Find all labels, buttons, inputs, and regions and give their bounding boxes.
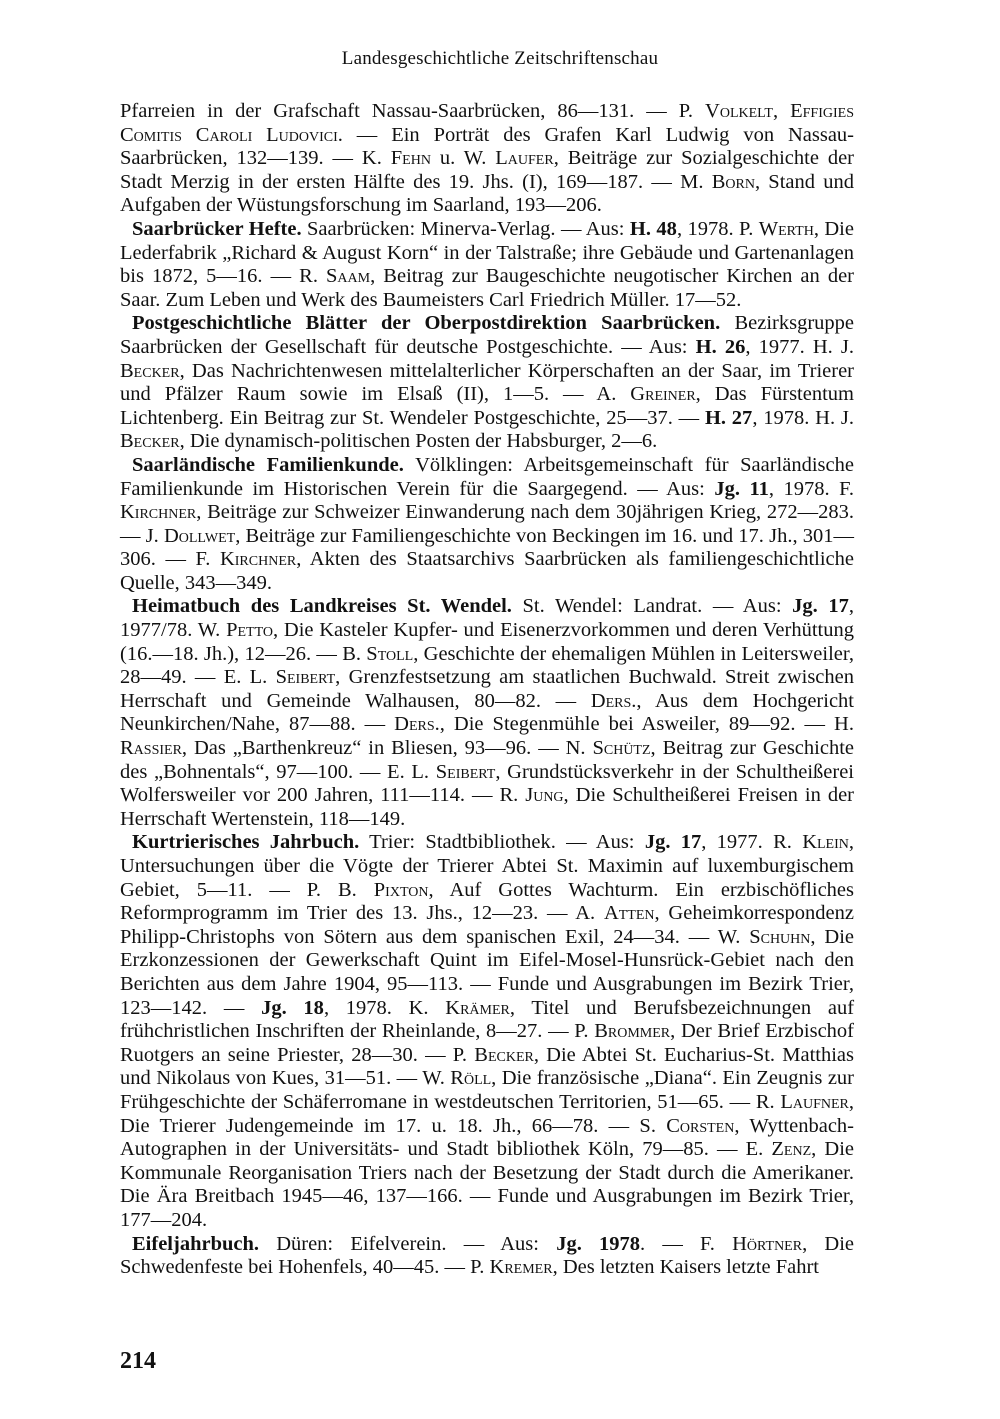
author-name: Stoll xyxy=(366,642,414,665)
author-name: Laufner xyxy=(780,1090,849,1113)
journal-title: Postgeschichtliche Blätter der Oberpostdirektion Saarbrücken. xyxy=(132,312,721,335)
entry-text: . — F. xyxy=(640,1232,733,1255)
author-name: Saam xyxy=(326,265,371,288)
author-name: Werth xyxy=(758,217,814,240)
entry-text: Trier: Stadtbibliothek. — Aus: xyxy=(359,831,645,854)
journal-title: Jg. 1978 xyxy=(556,1232,641,1255)
entry-text: , 1977. H. J. xyxy=(745,335,854,358)
entry-text: , Aus dem Hochgericht Neunkirchen/Nahe, 87—88. — xyxy=(120,689,854,736)
entry-text: , Die Lederfabrik „Richard & August Korn“ in der Talstraße; ihre Gebäude und Gartenanlagen bis 1872, 5—16. — R. xyxy=(120,217,854,288)
entry-text: , Beiträge zur Schweizer Einwanderung nach dem 30jährigen Krieg, 272—283. — J. xyxy=(120,501,854,547)
journal-title: Kurtrierisches Jahrbuch. xyxy=(132,831,360,854)
author-name: Corsten xyxy=(666,1114,735,1137)
entry-text: , Die Kommunale Reorganisation Triers nach der Besetzung der Stadt durch die Amerikaner. Die Ära Breitbach 1945—46, 137—166. — Funde und Ausgrabungen im Bezirk Trier, 177—204. xyxy=(120,1138,854,1231)
entry-text: , Das Nachrichtenwesen mittelalterlicher Körperschaften an der Saar, im Trierer und Pfälzer Raum sowie im Elsaß (II), 1—5. — A. xyxy=(120,359,854,406)
journal-title: Jg. 18 xyxy=(261,996,324,1019)
entry-text: u. W. xyxy=(430,147,496,170)
author-name: Volkelt xyxy=(705,100,773,122)
entry-text: , Beiträge zur Sozialgeschichte der Stadt Merzig in der ersten Hälfte des 19. Jhs. (I), 169—187. — M. xyxy=(120,147,854,193)
entry-text: , Geheimkorrespondenz Philipp-Christophs von Sötern aus dem spanischen Exil, 24—34. — W. xyxy=(120,902,854,948)
entry-text: , Beitrag zur Geschichte des „Bohnentals“, 97—100. — E. L. xyxy=(120,737,854,783)
author-name: Greiner xyxy=(630,383,696,406)
entry-text: , Die französische „Diana“. Ein Zeugnis zur Frühgeschichte der Schäferromane in westdeutschen Territorien, 51—65. — R. xyxy=(120,1067,855,1113)
journal-title: H. 26 xyxy=(695,335,746,358)
author-name: Born xyxy=(711,170,755,193)
entry-text: , Geschichte der ehemaligen Mühlen in Leitersweiler, 28—49. — E. L. xyxy=(120,642,855,689)
author-name: Schuhn xyxy=(749,925,811,948)
entry-text: , 1977. R. xyxy=(701,831,803,854)
author-name: Petto xyxy=(226,619,273,642)
author-name: Becker xyxy=(120,359,180,382)
entry-text: , Die Kasteler Kupfer- und Eisenerzvorkommen und deren Verhüttung (16.—18. Jh.), 12—26. — B. xyxy=(120,619,854,665)
author-name: Kirchner xyxy=(120,501,197,524)
entry-text: , 1977/78. W. xyxy=(120,595,854,642)
entry-text: , Stand und Aufgaben der Wüstungsforschung im Saarland, 193—206. xyxy=(120,170,854,217)
author-name: Kirchner xyxy=(219,548,297,571)
journal-title: H. 27 xyxy=(704,406,753,429)
bibliography-entry xyxy=(120,1233,854,1280)
entry-text: , Das „Barthenkreuz“ in Bliesen, 93—96. — N. xyxy=(181,737,593,760)
bibliography-entry xyxy=(120,100,854,218)
entry-text: , Beitrag zur Baugeschichte neugotischer Kirchen an der Saar. Zum Leben und Werk des Baumeisters Carl Friedrich Müller. 17—52. xyxy=(120,265,854,311)
bibliography-entry xyxy=(120,595,854,831)
bibliography-entry xyxy=(120,312,854,454)
author-name: Schütz xyxy=(592,737,651,760)
journal-title: H. 48 xyxy=(629,217,677,240)
journal-title: Saarbrücker Hefte. xyxy=(132,217,302,240)
author-name: Effigies Comitis Caroli Ludovici xyxy=(120,100,854,146)
entry-text: St. Wendel: Landrat. — Aus: xyxy=(511,595,793,618)
entry-text: , Untersuchungen über die Vögte der Trierer Abtei St. Maximin auf luxemburgischem Gebiet, 5—11. — P. B. xyxy=(120,831,854,901)
entry-text: Völklingen: Arbeitsgemeinschaft für Saarländische Familienkunde im Historischen Verein für die Saargegend. — Aus: xyxy=(120,453,854,500)
author-name: Zenz xyxy=(771,1138,812,1161)
entry-text: , Die Schultheißerei Freisen in der Herrschaft Wertenstein, 118—149. xyxy=(120,784,854,830)
entry-text: , xyxy=(772,100,791,122)
entry-text: , 1978. K. xyxy=(323,996,446,1019)
author-name: Seibert xyxy=(435,760,496,783)
journal-title: Eifeljahrbuch. xyxy=(132,1232,259,1255)
author-name: Rassier xyxy=(120,737,182,760)
entry-text: , Beiträge zur Familiengeschichte von Beckingen im 16. und 17. Jh., 301—306. — F. xyxy=(120,524,854,571)
entry-text: , Die dynamisch-politischen Posten der Habsburger, 2—6. xyxy=(179,430,658,453)
author-name: Pixton xyxy=(373,878,429,901)
author-name: Becker xyxy=(120,430,180,453)
entry-text: , Die Schwedenfeste bei Hohenfels, 40—45. — P. xyxy=(120,1232,854,1279)
entry-text: , Die Erzkonzessionen der Gewerkschaft Quint im Eifel-Mosel-Hunsrück-Gebiet nach den Berichten aus dem Jahre 1904, 95—113. — Funde und Ausgrabungen im Bezirk Trier, 123—142. — xyxy=(120,925,854,1019)
entry-text: , Wyttenbach-Autographen in der Universitäts- und Stadt bibliothek Köln, 79—85. — E. xyxy=(120,1114,854,1161)
entry-text: , Akten des Staatsarchivs Saarbrücken als familiengeschichtliche Quelle, 343—349. xyxy=(120,548,854,594)
author-name: Brommer xyxy=(594,1020,671,1043)
entry-text: , Titel und Berufsbezeichnungen auf frühchristlichen Inschriften der Rheinlande, 8—27. — P. xyxy=(120,996,855,1043)
author-name: Röll xyxy=(450,1067,492,1090)
running-header: Landesgeschichtliche Zeitschriftenschau xyxy=(341,48,659,69)
journal-title: Jg. 17 xyxy=(644,831,702,854)
entry-text: , 1978. P. xyxy=(676,217,759,240)
author-name: Ders. xyxy=(394,713,440,736)
author-name: Laufer xyxy=(495,147,554,170)
entry-text: , 1978. H. J. xyxy=(752,406,854,429)
author-name: Atten xyxy=(603,902,655,925)
entry-text: , 1978. F. xyxy=(768,477,854,500)
journal-title: Jg. 17 xyxy=(792,595,849,618)
journal-title: Saarländische Familienkunde. xyxy=(132,453,404,476)
entry-text: , Die Trierer Judengemeinde im 17. u. 18. Jh., 66—78. — S. xyxy=(120,1090,854,1137)
author-name: Ders. xyxy=(590,689,637,712)
page-number: 214 xyxy=(120,1348,156,1374)
author-name: Krämer xyxy=(445,996,510,1019)
author-name: Becker xyxy=(474,1043,534,1066)
author-name: Dollwet xyxy=(163,524,236,547)
entry-text: , Das Fürstentum Lichtenberg. Ein Beitrag zur St. Wendeler Postgeschichte, 25—37. — xyxy=(120,383,854,429)
journal-title: Jg. 11 xyxy=(714,477,769,500)
author-name: Klein xyxy=(802,831,849,854)
bibliography-body xyxy=(120,100,854,1280)
entry-text: , Auf Gottes Wachturm. Ein erzbischöfliches Reformprogramm im Trier des 13. Jhs., 12—23. — A. xyxy=(120,878,855,925)
entry-text: , Der Brief Erzbischof Ruotgers an seine Priester, 28—30. — P. xyxy=(120,1020,855,1066)
entry-text: , Grundstücksverkehr in der Schultheißerei Wolfersweiler vor 200 Jahren, 111—114. — R. xyxy=(120,760,854,807)
author-name: Seibert xyxy=(275,666,336,689)
entry-text: Bezirksgruppe Saarbrücken der Gesellschaft für deutsche Postgeschichte. — Aus: xyxy=(120,312,854,358)
entry-text: , Grenzfestsetzung am staatlichen Buchwald. Streit zwischen Herrschaft und Gemeinde Walhausen, 80—82. — xyxy=(120,666,855,712)
entry-text: . — Ein Porträt des Grafen Karl Ludwig von Nassau-Saarbrücken, 132—139. — K. xyxy=(120,123,855,170)
author-name: Jung xyxy=(525,784,564,807)
entry-text: , Die Stegenmühle bei Asweiler, 89—92. — H. xyxy=(439,713,854,736)
entry-text: Saarbrücken: Minerva-Verlag. — Aus: xyxy=(301,217,630,240)
entry-text: , Die Abtei St. Eucharius-St. Matthias und Nikolaus von Kues, 31—51. — W. xyxy=(120,1043,855,1090)
author-name: Fehn xyxy=(390,147,431,170)
author-name: Hörtner xyxy=(732,1232,803,1255)
entry-text: , Des letzten Kaisers letzte Fahrt xyxy=(552,1256,819,1279)
bibliography-entry xyxy=(120,218,854,312)
author-name: Kremer xyxy=(489,1256,553,1279)
bibliography-entry xyxy=(120,454,854,596)
journal-title: Heimatbuch des Landkreises St. Wendel. xyxy=(132,595,512,618)
entry-text: Düren: Eifelverein. — Aus: xyxy=(259,1232,557,1255)
entry-text: Pfarreien in der Grafschaft Nassau-Saarbrücken, 86—131. — P. xyxy=(120,100,706,122)
bibliography-entry xyxy=(120,831,854,1232)
